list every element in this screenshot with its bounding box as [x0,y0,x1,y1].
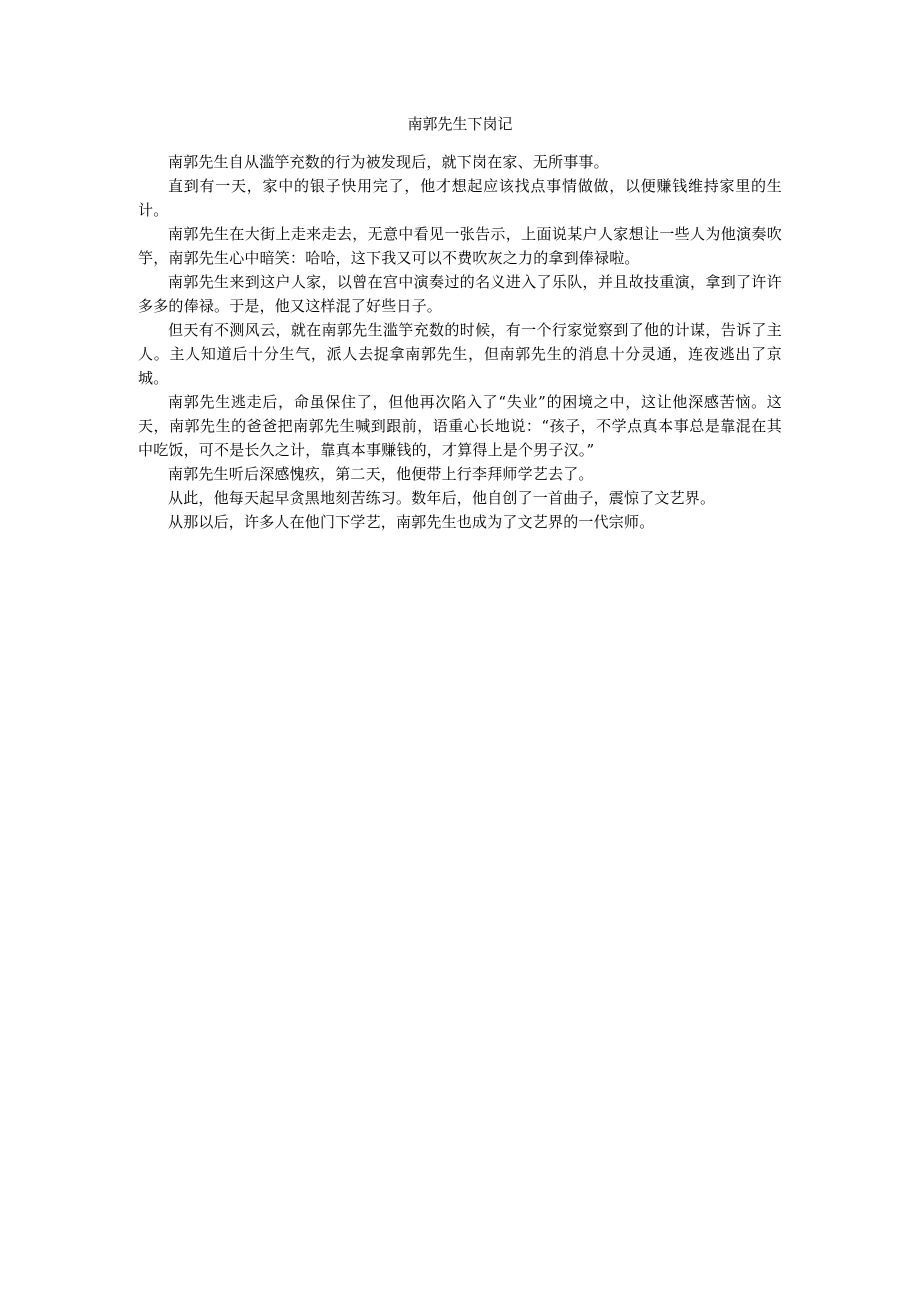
paragraph: 南郭先生来到这户人家，以曾在宫中演奏过的名义进入了乐队，并且故技重演，拿到了许许多多的俸禄。于是，他又这样混了好些日子。 [138,273,782,315]
paragraph: 从此，他每天起早贪黑地刻苦练习。数年后，他自创了一首曲子，震惊了文艺界。 [168,489,716,507]
paragraph: 但天有不测风云，就在南郭先生滥竽充数的时候，有一个行家觉察到了他的计谋，告诉了主人。主人知道后十分生气，派人去捉拿南郭先生，但南郭先生的消息十分灵通，连夜逃出了京城。 [138,321,782,387]
paragraph: 从那以后，许多人在他门下学艺，南郭先生也成为了文艺界的一代宗师。 [168,513,655,531]
document-body [138,112,782,534]
paragraph: 直到有一天，家中的银子快用完了，他才想起应该找点事情做做，以便赚钱维持家里的生计。 [138,177,782,219]
paragraph: 南郭先生在大街上走来走去，无意中看见一张告示，上面说某户人家想让一些人为他演奏吹竽，南郭先生心中暗笑：哈哈，这下我又可以不费吹灰之力的拿到俸禄啦。 [138,225,782,267]
document-title: 南郭先生下岗记 [407,115,513,133]
paragraph: 南郭先生逃走后，命虽保住了，但他再次陷入了“失业”的困境之中，这让他深感苦恼。这天，南郭先生的爸爸把南郭先生喊到跟前，语重心长地说：“孩子，不学点真本事总是靠混在其中吃饭，可不是长久之计，靠真本事赚钱的，才算得上是个男子汉。” [138,393,782,459]
paragraph: 南郭先生自从滥竽充数的行为被发现后，就下岗在家、无所事事。 [168,153,609,171]
paragraph: 南郭先生听后深感愧疚，第二天，他便带上行李拜师学艺去了。 [168,465,594,483]
